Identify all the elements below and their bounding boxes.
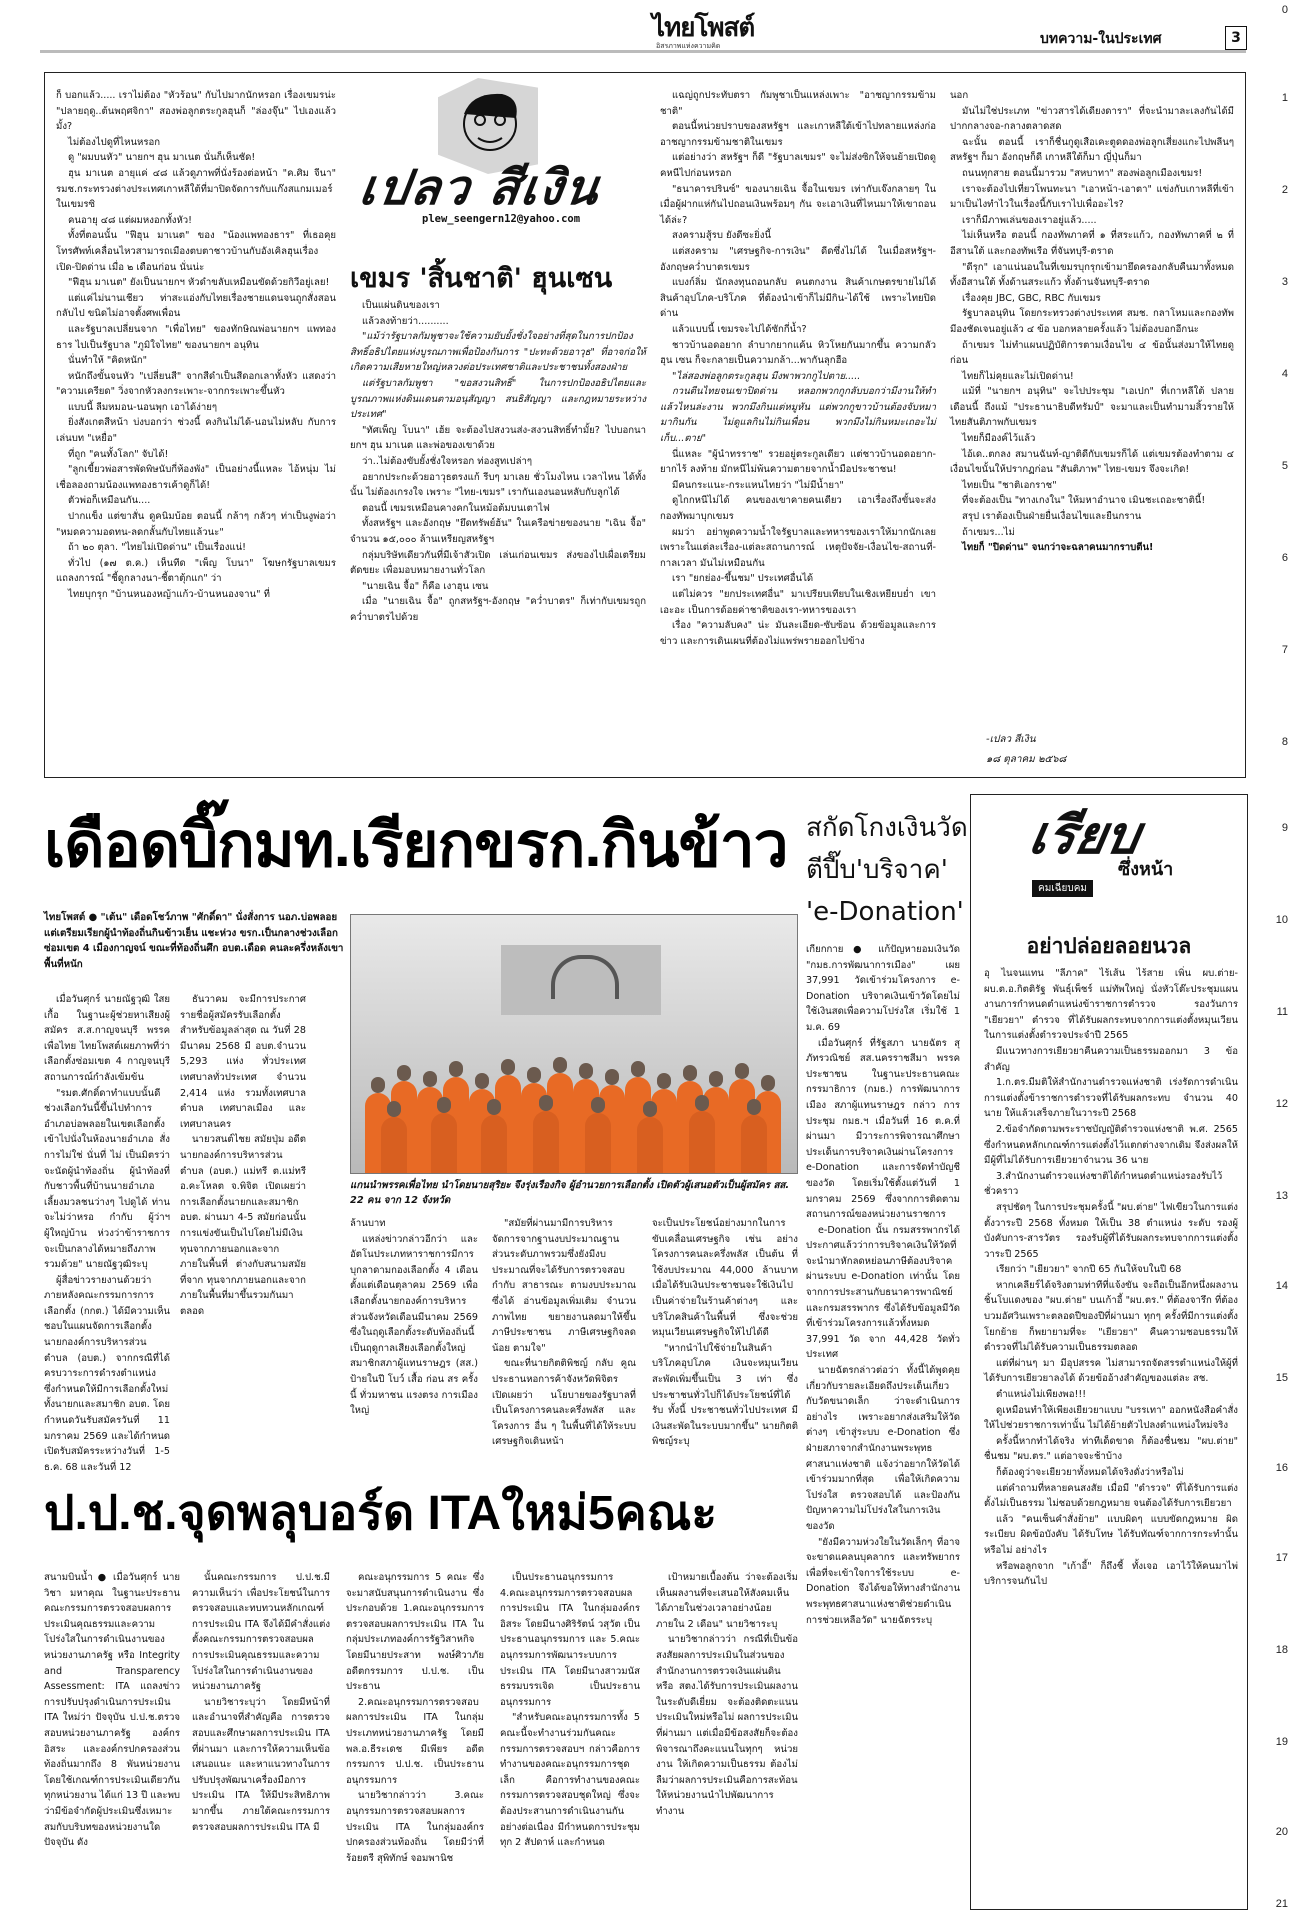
- story1-photo-caption: แกนนำพรรคเพื่อไทย นำโดยนายสุริยะ จึงรุ่งเรืองกิจ ผู้อำนวยการเลือกตั้ง เปิดตัวผู้เสนอตัวเป็นผู้สมัคร สส. 22 คน จาก 12 จังหวัด: [350, 1180, 790, 1206]
- column-para: ถนนทุกสาย ตอนนี้มารวม "สหบาทา" สองพ่อลูกเมืองเขมร!: [962, 167, 1203, 179]
- masthead: [40, 14, 1250, 54]
- story1-para: ขณะที่นายกิตติพิชญ์ กลับ คูณ ประธานหอการค้าจังหวัดพิจิตร เปิดเผยว่า นโยบายของรัฐบาลที่เป็นโครงการคนละครึ่งพลัส และโครงการ อื่น ๆ ในพื้นที่ได้ให้ระบบเศรษฐกิจเดินหน้า: [492, 1358, 636, 1448]
- story1-headline: เดือดบิ๊กมท.เรียกขรก.กินข้าว: [44, 811, 788, 880]
- story3-para: นายวิชากล่าวว่า 3.คณะอนุกรรมการตรวจสอบผลการประเมิน ITA ในกลุ่มองค์กรปกครองส่วนท้องถิ่น โดยมีว่าที่ร้อยตรี สุพิทักษ์ จอมพานิช: [346, 1790, 484, 1864]
- ruler-mark: 16: [1275, 1462, 1288, 1474]
- column-para: แต่สงคราม "เศรษฐกิจ-การเงิน" ดีดซึ่งไม่ได้ ในเมื่อสหรัฐฯ-อังกฤษคว่ำบาตรเขมร: [660, 245, 936, 273]
- column-para: ว่า..ไม่ต้องขับยั้งชั่งใจหรอก ท่องสูทเปล่าๆ: [362, 455, 532, 467]
- column-para: ปากแข็ง แต่ขาสั่น ดูคนิมบ้อย ตอนนี้ กล้าๆ กลัวๆ ท่าเป็นงูพ่อว่า "หมดความอดทน-ลดกลั้นกับไทยแล้วนะ": [56, 511, 336, 538]
- column-para-quote: "แม้ว่ารัฐบาลกัมพูชาจะใช้ความยับยั้งชั่งใจอย่างที่สุดในการปกป้องสิทธิ์อธิปไตยแห่งบูรณภาพเพื่อป้องกันการ "ปะทะด้วยอาวุธ" ที่อาจก่อให้เกิดความเสียหายใหญ่หลวงต่อประเทศชาติและประชาชนทั้งสองฝ่าย: [350, 331, 646, 374]
- column-para: "ทัศเพ็ญ โบนา" เฮ้ย จะต้องไปสงวนส่ง-สงวนสิทธิ์ทำมั้ย? ไปบอกนายกฯ ฮุน มาเนต และพ่อของเขาด้วย: [350, 424, 646, 452]
- crowd: [351, 1033, 799, 1173]
- column-para: ถ้า ๒๐ ตุลา. "ไทยไม่เปิดด่าน" เป็นเรื่องแน่!: [68, 542, 247, 554]
- section-label: บทความ-ในประเทศ: [1040, 31, 1162, 47]
- column-para: ยิ่งสังเกตสีหน้า บ่งบอกว่า ช่วงนี้ คงกินไม่ได้-นอนไม่หลับ กับการเล่นบท "เหยื่อ": [56, 417, 336, 445]
- story2-headline-1: สกัดโกงเงินวัด: [806, 813, 968, 843]
- story3-para: นายวิชาระบุว่า โดยมีหน้าที่และอำนาจที่สำคัญคือ การตรวจสอบและศึกษาผลการประเมิน ITA ที่ผ่านมา และการให้ความเห็นข้อเสนอแนะ และหาแนวทางในการปรับปรุงพัฒนาเครื่องมือการประเมิน ITA ให้มีประสิทธิภาพมากขึ้น ภายใต้คณะกรรมการตรวจสอบผลการประเมิน ITA มี: [192, 1696, 330, 1833]
- column-para: แม้ที่ "นายกฯ อนุทิน" จะไปประชุม "เอเปก" ที่เกาหลีใต้ ปลายเดือนนี้ ถึงแม้ "ประธานาธิบดีทรัมป์" จะมาและเป็นทำมามสิ้วรายให้ไทยสันติภาพกับเขมร: [950, 386, 1234, 429]
- column-para: ที่จะต้องเป็น "ทางเกงใน" ให้มหาอำนาจ เมินชะเถอะชาตินี้!: [962, 495, 1206, 507]
- ruler-mark: 17: [1275, 1552, 1288, 1564]
- column-para: แบงก์ลิ่ม นักลงทุนถอนกลับ คนตกงาน สินค้าเกษตรขายไม่ได้ สินค้าอุปโภค-บริโภค ที่ต้องนำเข้าก็ไม่มีกิน-ได้ใช้ เพราะไทยปิดด่าน: [660, 277, 936, 320]
- column-para: ไม่ต้องไปดูที่ไหนหรอก: [68, 136, 161, 148]
- ruler-mark: 14: [1275, 1280, 1288, 1292]
- ruler-mark: 6: [1281, 552, 1288, 564]
- ruler-mark: 10: [1275, 914, 1288, 926]
- sidebar-para: ดูเหมือนทำให้เพียงเยียวยาแบบ "บรรเทา" ออกหนังสือคำสั่งให้ไปช่วยราชการเท่านั้น ไม่ได้ย้ายตัวไปลงตำแหน่งใหม่จริง: [984, 1404, 1238, 1432]
- column-para: ไทยเป็น "ชาติเอกราช": [962, 479, 1057, 491]
- column-para-bold: ไทยก็ "ปิดด่าน" จนกว่าจะฉลาคนมากราบตีน!: [962, 542, 1154, 554]
- column-brand: เปลว สีเงิน: [356, 160, 604, 216]
- ruler-mark: 1: [1281, 92, 1288, 104]
- sidebar-para: 3.สำนักงานตำรวจแห่งชาติได้กำหนดตำแหน่งรองรับไว้ชั่วคราว: [984, 1170, 1223, 1198]
- ruler-mark: 0: [1281, 4, 1288, 16]
- column-signature: -เปลว สีเงิน: [986, 734, 1036, 745]
- column-col-2: [350, 298, 646, 768]
- ruler-mark: 19: [1275, 1736, 1288, 1748]
- story1-photo: [350, 914, 798, 1174]
- column-para: ทั่วไป (๑๗ ต.ค.) เห็นทีด "เพ็ญ โบนา" โฆษกรัฐบาลเขมร แถลงการณ์ "ชี้ดูกลางนา-ชี้ตาตุ้กแก" ว่า: [56, 557, 336, 585]
- sidebar-para: 2.ข้อจำกัดตามพระราชบัญญัติตำรวจแห่งชาติ พ.ศ. 2565 ซึ่งกำหนดหลักเกณฑ์การแต่งตั้งไว้แตกต่างจากเดิม จึงส่งผลให้มีผู้ที่ไม่ได้รับการเยียวยาจำนวน 36 นาย: [984, 1123, 1238, 1167]
- story3-col-5: [656, 1570, 798, 1910]
- ruler-mark: 5: [1281, 460, 1288, 472]
- column-para: แต่แค่ไม่นานเชียว ท่าสะแอ่งกับไทยเรื่องชายแดนจนถูกสั่งสอนกลับไป ขนิดไม่อาจตั้งศพเพื่อน: [56, 292, 336, 320]
- logo-text: ไทยโพสต์: [652, 13, 755, 43]
- story1-col-5: [652, 1216, 798, 1448]
- story1-para: "หากนำไปใช้จ่ายในสินค้าบริโภคอุปโภค เงินจะหมุนเวียนสะพัดเพิ่มขึ้นเป็น 3 เท่า ซึ่งประชาชนทั่วไปก็ได้ประโยชน์ที่ได้รับ ทั้งนี้ ประชาชนทั่วไปประเทศ มีเงินสะพัดในระบบมากขึ้น" นายกิตติพิชญ์ระบุ: [652, 1342, 798, 1448]
- story3-col-2: [192, 1570, 330, 1910]
- story1-para: ธันวาคม จะมีการประกาศรายชื่อผู้สมัครรับเลือกตั้ง สำหรับข้อมูลล่าสุด ณ วันที่ 28 มีนาคม 2568 มี อบต.จำนวน 5,293 แห่ง ทั่วประเทศ เทศบาลทั่วประเทศ จำนวน 2,414 แห่ง รวมทั้งเทศบาลตำบล เทศบาลเมือง และเทศบาลนคร: [180, 994, 306, 1130]
- ruler-mark: 20: [1275, 1826, 1288, 1838]
- sidebar-para: ก็ต้องดูว่าจะเยียวยาทั้งหมดได้จริงดั่งว่าหรือไม่: [996, 1467, 1184, 1478]
- column-para: เรื่องคุย JBC, GBC, RBC กับเขมร: [962, 292, 1101, 304]
- ruler-mark: 21: [1275, 1898, 1288, 1910]
- ruler-mark: 8: [1281, 736, 1288, 748]
- column-para: "นายเฉิน จื้อ" ก็คือ เงาฮุน เซน: [362, 580, 489, 592]
- story3-col-3: [346, 1570, 484, 1910]
- masthead-rule: [40, 50, 1246, 53]
- story3-col-4: [500, 1570, 640, 1910]
- column-para: เมื่อ "นายเฉิน จื้อ" ถูกสหรัฐฯ-อังกฤษ "คว่ำบาตร" ก็เท่ากับเขมรถูกคว่ำบาตรไปด้วย: [350, 596, 646, 623]
- column-para: หนักถึงขั้นจนหัว "เปลี่ยนสี" จากสีดำเป็นสีดอกเลาทั้งหัว แสดงว่า "ความเครียด" วิ่งจากหัวลงกระเพาะ-จากกระเพาะขึ้นหัว: [56, 370, 336, 398]
- ruler-mark: 4: [1281, 368, 1288, 380]
- story2-para: e-Donation นั้น กรมสรรพากรได้ประกาศแล้วว่าการบริจาคเงินให้วัดที่จะนำมาหักลดหย่อนภาษีต้องบริจาคผ่านระบบ e-Donation เท่านั้น โดยจากการประสานกับธนาคารพาณิชย์และกรมสรรพากร ซึ่งได้รับข้อมูลมีวัดที่เข้าร่วมโครงการแล้วทั้งหมด 37,991 วัด จาก 44,428 วัดทั่วประเทศ: [806, 1224, 960, 1361]
- logo-tagline: อิสรภาพแห่งความคิด: [656, 42, 721, 50]
- column-para: "ลูกเขี้ยวพ่อสารพัดพิษนับกี่ห้องพัง" เป็นอย่างนี้แหละ ไอ้หนุ่ม ไม่เชื่อลองถามน้องแพทองธารเค้าดูก็ได้!: [56, 464, 336, 491]
- column-para: รัฐบาลอนุทิน โดยกระทรวงต่างประเทศ สมช. กลาโหมและกองทัพ มีองชัดเจนอยู่แล้ว ๔ ข้อ บอกหลายครั้งแล้ว ไม่ต้องบอกอีกนะ: [950, 308, 1234, 335]
- column-header: [346, 78, 682, 228]
- column-para: ที่ถูก "คนทั้งโลก" จับได้!: [68, 448, 169, 460]
- column-para: มีคนกระแนะ-กระแหนไทยว่า "ไม่มีน้ำยา": [672, 479, 844, 491]
- column-para: แฉญ่ถูกประทับตรา กัมพูชาเป็นแหล่งเพาะ "อาชญากรรมข้ามชาติ": [660, 90, 936, 117]
- column-para: ตัวพ่อก็เหมือนกัน....: [68, 495, 151, 507]
- column-para: "ฟีฮุน มาเนต" ยังเป็นนายกฯ หัวดำขลับเหมือนขัดด้วยกิวีอยู่เลย!: [68, 277, 330, 289]
- story1-para: แหล่งข่าวกล่าวอีกว่า และอัตโนประเภทหาราชการมีการบุกลาดามกองเลือกตั้ง 4 เดือน ตั้งแต่เดือนตุลาคม 2569 เพื่อเลือกตั้งนายกองค์การบริหารส่วนจังหวัดเดือนมีนาคม 2569 ซึ่งในฤดูเลือกตั้งระดับท้องถิ่นนี้ เป็นฤดูกาลเสียงเลือกตั้งใหญ่ สมาชิกสภาผู้แทนราษฎร (สส.) ป้ายในปี โบว์ เสื้อ ก่อน สร ครั้งนี้ ทั่วมหาชน แรงตรง การเมืองใหญ่: [350, 1233, 478, 1417]
- column-para: ไม่เห็นหรือ ตอนนี้ กองทัพภาคที่ ๑ ที่สระแก้ว, กองทัพภาคที่ ๒ ที่อีสานใต้ และกองทัพเรือ ที่จันทบุรี-ตราด: [950, 230, 1234, 257]
- column-para: อยากประกะด้วยอาวุธตรงแก้ รีบๆ มาเลย ชั่วโมงไหน เวลาไหน ได้ทั้งนั้น ไม่ต้องเกรงใจ เพราะ "ไทย-เขมร" เรากันเองนอนหลับกับลูกได้: [350, 471, 646, 499]
- column-col-3: [660, 88, 936, 768]
- column-para: นั่นทำให้ "คิดหนัก": [68, 355, 148, 367]
- column-para: ทั้งสหรัฐฯ และอังกฤษ "ยึดทรัพย์ฮ้น" ในเครือข่ายของนาย "เฉิน จื้อ" จำนวน ๑๕,๐๐๐ ล้านเหรียญสหรัฐฯ: [350, 518, 646, 545]
- story2-headline-2: ตีปี๊บ'บริจาค': [806, 855, 948, 885]
- story2-para: เมื่อวันศุกร์ ที่รัฐสภา นายฉัตร สุภัทรวณิชย์ สส.นครราชสีมา พรรคประชาชน ในฐานะประธานคณะกรรมาธิการ (กมธ.) การพัฒนาการเมือง สภาผู้แทนราษฎร กล่าว การประชุม กมธ.ฯ เมื่อวันที่ 16 ต.ค.ที่ผ่านมา มีวาระการพิจารณาศึกษาประเด็นการบริจาคเงินผ่านโครงการ e-Donation และการจัดทำบัญชีของวัด โดยเริ่มใช้ตั้งแต่วันที่ 1 มกราคม 2569 ซึ่งจากการติดตามสถานการณ์ของหน่วยงานราชการ: [806, 1037, 960, 1221]
- column-para: ผมว่า อย่าพูดความน้ำใจรัฐบาลและทหารของเราให้มากนักเลย เพราะในแต่ละเรื่อง-แต่ละสถานการณ์ เหตุปัจจัย-เงื่อนไข-สถานที่-กาลเวลา มันไม่เหมือนกัน: [660, 526, 936, 569]
- column-col-4: [950, 88, 1234, 724]
- ruler-mark: 9: [1281, 822, 1288, 834]
- sidebar-para: หรือพอลูกจาก "เก้าอี้" ก็ถึงชี้ ทั้งเจอ เอาไว้ให้คนมาไพ่บริการจนกันไป: [984, 1560, 1238, 1588]
- column-para: มันไม่ใช่ประเภท "ข่าวสารได้เดียงดารา" ที่จะนำมาละเลงกันได้มีปากกลางจอ-กลางตลาดสด: [950, 105, 1234, 133]
- story3-para: "สำหรับคณะอนุกรรมการทั้ง 5 คณะนี้จะทำงานร่วมกันคณะกรรมการตรวจสอบฯ กล่าวคือการทำงานของคณะอนุกรรมการชุดเล็ก คือการทำงานของคณะกรรมการตรวจสอบชุดใหญ่ ซึ่งจะต้องประสานการดำเนินงานกันอย่างต่อเนื่อง มีกำหนดการประชุมทุก 2 สัปดาห์ และกำหนด: [500, 1712, 640, 1849]
- story3-para: สนามบินน้ำ ● เมื่อวันศุกร์ นายวิชา มหาคุณ ในฐานะประธานคณะกรรมการตรวจสอบผลการประเมินคุณธรรมและความโปร่งใสในการดำเนินงานของหน่วยงานภาครัฐ หรือ Integrity and Transparency Assessment: ITA แถลงข่าวการปรับปรุงดำเนินการประเมิน ITA ใหม่ว่า ปัจจุบัน ป.ป.ช.ตรวจสอบหน่วยงานภาครัฐ องค์กรอิสระ และองค์กรปกครองส่วนท้องถิ่นมากถึง 8 พันหน่วยงาน โดยใช้เกณฑ์การประเมินเดียวกันทุกหน่วยงาน ได้แก่ 13 ปี และพบว่ามีข้อจำกัดผู้ประเมินซึ่งเหมาะสมกับบริบทของหน่วยงานใดปัจจุบัน ดัง: [44, 1572, 180, 1849]
- story3-para: นั้นคณะกรรมการ ป.ป.ช.มีความเห็นว่า เพื่อประโยชน์ในการตรวจสอบและทบทวนหลักเกณฑ์การประเมิน ITA จึงได้มีคำสั่งแต่งตั้งคณะกรรมการตรวจสอบผลการประเมินคุณธรรมและความโปร่งใสในการดำเนินงานของหน่วยงานภาครัฐ: [192, 1572, 330, 1693]
- sidebar-para: หากเคลียร์ได้จริงตามท่าทีที่แจ้งขัน จะถือเป็นอีกหนึ่งผลงานชิ้นโบแดงของ "ผบ.ต่าย" บนเก้าอี้ "ผบ.ตร." ที่ต้องจารึก ที่ต้องบวมอัศวินเพราะตลอดปีของปีที่ผ่านมา ทุกๆ ครั้งที่มีการแต่งตั้งโยกย้าย ก็พยายามที่จะ "เยียวยา" คืนความชอบธรรมให้ตำรวจที่ไม่ได้รับความเป็นธรรมตลอด: [984, 1279, 1238, 1354]
- story1-para: เมื่อวันศุกร์ นายณัฐวุฒิ ใสยเกื้อ ในฐานะผู้ช่วยหาเสียงผู้สมัคร ส.ส.กาญจนบุรี พรรคเพื่อไทย ไทยโพสต์เผยภาพที่ว่า เลือกตั้งซ่อมเขต 4 กาญจนบุรี สถานการณ์กำลังเข้มข้น: [44, 994, 170, 1083]
- column-para: "ดีรุก" เอาแน่นอนในที่เขมรบุกรุกเข้ามายึดครองกลับคืนมาทั้งหมด ทั้งอีสานใต้ ทั้งด้านสระแก้ว ทั้งด้านจันทบุรี-ตราด: [950, 261, 1234, 289]
- sidebar-para: แต่คำถามที่หลายคนสงสัย เมื่อมี "ตำรวจ" ที่ได้รับการแต่งตั้งไม่เป็นธรรม ไม่ชอบด้วยกฎหมาย จนต้องได้รับการเยียวยา: [984, 1482, 1238, 1510]
- story2-para: "ยังมีความห่วงใยในวัดเล็กๆ ที่อาจจะขาดแคลนบุคลากร และทรัพยากร เพื่อที่จะเข้าใจการใช้ระบบ e-Donation จึงได้ขอให้ทางสำนักงานพระพุทธศาสนาแห่งชาติช่วยดำเนินการช่วยเหลือวัด" นายฉัตรระบุ: [806, 1536, 960, 1626]
- ruler-mark: 15: [1275, 1372, 1288, 1384]
- column-para-quote: "ไล่สองพ่อลูกตระกูลฮุน มีงพาพวกกูไปตาย.....: [672, 370, 861, 382]
- column-para: "ธนาคารปรินซ์" ของนายเฉิน จื้อในเขมร เท่ากับเจ๊งกลายๆ ในเมื่อผู้ฝากแห่กันไปถอนเงินพร้อมๆ กัน จะเอาเงินที่ไหนมาให้เขาถอนได้ล่ะ?: [660, 183, 936, 226]
- story2-body: [806, 942, 960, 1792]
- column-para: ถ้าเขมร ไม่ทำแผนปฏิบัติการตามเงื่อนไข ๔ ข้อนั้นส่งมาให้ไทยดูก่อน: [950, 339, 1234, 367]
- ruler-mark: 18: [1275, 1644, 1288, 1656]
- column-para: ฮุน มาเนต อายุแค่ ๔๘ แล้วดูภาพที่นั่งร้องต่อหน้า "ค.ศิม จีนา" รมช.กระทรวงต่างประเทศเกาหลีใต้ที่มาปิดจัดการกับแก๊งสแกมเมอร์ในเขมรซิ: [56, 167, 336, 211]
- story2-para: นายฉัตรกล่าวต่อว่า ทั้งนี้ได้พูดคุยเกี่ยวกับรายละเอียดถึงประเด็นเกี่ยวกับวัดขนาดเล็ก ว่าจะดำเนินการอย่างไร เพราะอยากส่งเสริมให้วัดต่างๆ เข้าสู่ระบบ e-Donation ซึ่งฝ่ายสภาจากสำนักงานพระพุทธศาสนาแห่งชาติ แจ้งว่าอยากให้วัดได้เข้าร่วมมากที่สุด เพื่อให้เกิดความโปร่งใส ตรวจสอบได้ และป้องกันปัญหาความไม่โปร่งใสในการเงินของวัด: [806, 1365, 960, 1532]
- story2-para: เกียกกาย ● แก้ปัญหายอมเงินวัด "กมธ.การพัฒนาการเมือง" เผย 37,991 วัดเข้าร่วมโครงการ e-Donation บริจาคเงินเข้าวัดโดยไม่ใช้เงินสดเพื่อความโปร่งใส เริ่มใช้ 1 ม.ค. 69: [806, 944, 960, 1033]
- column-para: และรัฐบาลเปลี่ยนจาก "เพื่อไทย" ของทักษิณพ่อนายกฯ แพทองธาร ไปเป็นรัฐบาล "ภูมิใจไทย" ของนายกฯ อนุทิน: [56, 323, 336, 351]
- column-para: เรา "ยกย่อง-ขึ้นชม" ประเทศอื่นได้: [672, 573, 814, 585]
- columnist-email: plew_seengern12@yahoo.com: [422, 213, 581, 225]
- column-para: ก็ บอกแล้ว..... เราไม่ต้อง "หัวร้อน" กับไปมากนักหรอก เรื่องเขมรน่ะ "ปลายฤดู..ต้นพฤศจิกา" สองพ่อลูกตระกูลฮุนก็ "ล่องจุ๊น" ไปเองแล้วมั้ง?: [56, 90, 336, 133]
- sidebar-body: [984, 966, 1238, 1906]
- column-para: คนอายุ ๔๘ แต่ผมหงอกทั้งหัว!: [68, 214, 193, 226]
- story3-para: นายวิชากล่าวว่า กรณีที่เป็นข้อสงสัยผลการประเมินในส่วนของสำนักงานการตรวจเงินแผ่นดิน หรือ สตง.ได้รับการประเมินผลงานในระดับดีเยี่ยม จะต้องติดตะแนนประเมินใหม่หรือไม่ ผลการประเมินที่ผ่านมา แต่เมื่อมีข้อสงสัยก็จะต้องพิจารณาถึงคะแนนในทุกๆ หน่วยงาน ให้เกิดความเป็นธรรม ต้องไม่ลืมว่าผลการประเมินคือการสะท้อนให้หน่วยงานนำไปพัฒนาการทำงาน: [656, 1634, 798, 1817]
- column-para-quote: แต่รัฐบาลกัมพูชา "ขอสงวนสิทธิ์" ในการปกป้องอธิปไตยและบูรณภาพแห่งดินแดนตามอนุสัญญา สนธิสัญญา และกฎหมายระหว่างประเทศ": [350, 377, 646, 421]
- sidebar-logo-tag: คมเฉียบคม: [1032, 880, 1093, 897]
- sidebar-para: สรุปชัดๆ ในการประชุมครั้งนี้ "ผบ.ต่าย" ไฟเขียวในการแต่งตั้งวาระปี 2568 ทั้งหมด ให้เป็น 38 ตำแหน่ง ระดับ รองผู้บังคับการ-สารวัตร รองรับผู้ที่ได้รับผลกระทบจากการแต่งตั้งวาระปี 2565: [984, 1201, 1238, 1260]
- column-para: ดูไกกหนีไม่ได้ คนของเขาคายคนเดียว เอาเรื่องถึงขั้นจะส่งกองทัพมาบุกเขมร: [660, 495, 936, 523]
- column-para: ทั้งที่ตอนนั้น "ฟีฮุน มาเนต" ของ "น้องแพทองธาร" ที่เธอคุยโทรศัพท์เคลื่อนไหวสามารถเมืองตบตาชาวบ้านกับอังเคิลฮุนเรื่องเปิด-ปิดด่าน เมื่อ ๒ เดือนก่อน นั่นน่ะ: [56, 230, 336, 273]
- column-para: ดู "ผมบนหัว" นายกฯ ฮุน มาเนต นั่นก็เห็นชัด!: [68, 152, 256, 164]
- column-para: ไอ้เด..ตกลง สมานฉันท์-ญาติดีกับเขมรก็ได้ แต่เขมรต้องทำตาม ๔ เงื่อนไขนั้นให้ปรากฏก่อน "สันติภาพ" ไทย-เขมร จึงจะเกิด!: [950, 448, 1234, 476]
- column-para: ฉะนั้น ตอนนี้ เราก็ชื่นกูดูเสือเคะตูดดองพ่อลูกเสี่ยงแกะไปพลีนๆ สหรัฐฯ ก็มา อังกฤษก็ดี เกาหลีใต้ก็มา ญี่ปุ่นก็มา: [950, 136, 1234, 164]
- story3-para: เป้าหมายเบื้องต้น ว่าจะต้องเริ่มเห็นผลงานที่จะเสนอให้สังคมเห็นได้ภายในช่วงเวลาอย่างน้อยภายใน 2 เดือน" นายวิชาระบุ: [656, 1572, 798, 1630]
- story1-para: นายวสนต์ไชย สมัยปุ่ม อดีตนายกองค์การบริหารส่วนตำบล (อบต.) แม่ทรี ต.แม่ทรี อ.คะโหลต จ.พิจิต เปิดเผยว่า การเลือกตั้งนายกและสมาชิก อบต. ผ่านมา 4-5 สมัยก่อนนั้น การแข่งขันเป็นไปโดยไม่มีเงินทุนจากภายนอกและจากภายในพื้นที่ ต่างกับสนามสมัยที่จาก ทุนจากภายนอกและจากภายในพื้นที่มาขึ้นรวมกันมาตลอด: [180, 1134, 306, 1317]
- column-date: ๑๘ ตุลาคม ๒๕๖๘: [986, 754, 1067, 765]
- column-para: แต่อย่างว่า สหรัฐฯ ก็ดี "รัฐบาลเขมร" จะไม่ส่งซิกให้จนย้ายเปิดดูคหนีไปก่อนหรอก: [660, 152, 936, 179]
- columnist-face-sketch: [442, 84, 538, 172]
- story3-para: เป็นประธานอนุกรรมการ 4.คณะอนุกรรมการตรวจสอบผลการประเมิน ITA ในกลุ่มองค์กรอิสระ โดยมีนางศิริรัตน์ วสุวัต เป็นประธานอนุกรรมการ และ 5.คณะอนุกรรมการพัฒนาระบบการประเมิน ITA โดยมีนางสาวมนัส ธรรมบรรเจิด เป็นประธานอนุกรรมการ: [500, 1572, 640, 1708]
- sidebar-logo-main: เรียบ: [1024, 805, 1145, 866]
- sidebar-para: มีแนวทางการเยียวยาคืนความเป็นธรรมออกมา 3 ข้อสำคัญ: [984, 1045, 1238, 1073]
- story1-col-1: [44, 992, 170, 1473]
- sidebar-para: ตำแหน่งไม่เพียงพอ!!!: [996, 1389, 1087, 1401]
- column-para: ไทยบุกรุก "บ้านหนองหญ้าแก้ว-บ้านหนองจาน" ที่: [68, 589, 270, 600]
- sidebar-para: เรียกว่า "เยียวยา" จากปี 65 กันให้จบในปี 68: [996, 1264, 1182, 1276]
- ruler-mark: 3: [1281, 276, 1288, 288]
- ruler-mark: 13: [1275, 1190, 1288, 1202]
- column-para: นี่แหละ "ผู้นำทรราช" รวยอยู่ตระกูลเดียว แต่ชาวบ้านอดอยาก-ยากไร้ ลงท้าย มักหนีไม่พ้นความตายจากน้ำมือประชาชน!: [660, 448, 936, 476]
- column-para: ไทยก็ไม่คุยและไม่เปิดด่าน!: [962, 370, 1074, 382]
- page-number-box: [1225, 26, 1247, 50]
- story1-lead: ไทยโพสต์ ● "เต้น" เดือดโชว์ภาพ "ศักดิ์ดา" นั่งสั่งการ นอภ.บ่อพลอยแต่เตรียมเรียกผู้นำท้องถิ่นกินข้าวเย็น แชะห่วง ขรก.เป็นกลางช่วงเลือกซ่อมเขต 4 เมืองกาญจน์ ขณะที่ท้องถิ่นศึก อบต.เดือด คนละครึ่งหลังเขาพื้นที่หนัก: [44, 912, 344, 970]
- ruler-mark: 11: [1276, 1006, 1288, 1018]
- column-para: เป็นแผ่นดินของเรา: [362, 300, 440, 311]
- column-para: แล้วแบบนี้ เขมรจะไปได้ซักกี่น้ำ?: [672, 323, 807, 335]
- story1-para: จะเป็นประโยชน์อย่างมากในการขับเคลื่อนเศรษฐกิจ เช่น อย่างโครงการคนละครึ่งพลัส เป็นต้น ที่ใช้งบประมาณ 44,000 ล้านบาท เมื่อได้รับเงินประชาชนจะใช้เงินไปเป็นค่าจ่ายในร้านค้าต่างๆ และบริโภคสินค้าในพื้นที่ ซึ่งจะช่วยหมุนเวียนเศรษฐกิจให้ไปได้ดี: [652, 1218, 798, 1339]
- column-para: ชาวบ้านอดอยาก ลำบากยากแค้น หิวโหยกันมากขึ้น ความกลัวฮุน เซน ก็จะกลายเป็นความกล้า...พากันลุกฮือ: [660, 339, 936, 367]
- column-para: เราก็มีภาพเล่นของเราอยู่แล้ว.....: [962, 214, 1097, 226]
- sidebar-para: ครั้งนี้หากทำได้จริง ท่าทีเด็ดขาด ก็ต้องชื่นชม "ผบ.ต่าย" ชื่นชม "ผบ.ตร." แต่อาจจะช้าบ้าง: [984, 1435, 1238, 1463]
- column-para: ตอนนี้ เขมรเหมือนคางคกในหม้อต้มบนเตาไฟ: [362, 502, 550, 514]
- sidebar-para: แต่ที่ผ่านๆ มา มีอุปสรรค ไม่สามารถจัดสรรตำแหน่งให้ผู้ที่ได้รับการเยียวยาลงได้ ด้วยข้ออ้างสำคัญของแต่ละ สช.: [984, 1357, 1238, 1385]
- masthead-logo: [652, 14, 852, 54]
- story1-col-4: [492, 1216, 636, 1448]
- sidebar-para: แล้ว "คนเซ็นคำสั่งย้าย" แบบผิดๆ แบบขัดกฎหมาย ผิดระเบียบ ผิดข้อบังคับ ได้รับโทษ ได้รับทัณฑ์จากการกระทำนั้นหรือไม่ อย่างไร: [984, 1513, 1238, 1556]
- column-para: เราจะต้องไปเที่ยวโพนทะนา "เอาหน้า-เอาตา" แข่งกับเกาหลีที่เข้ามาเป็นไงทำไวในเรื่องนี้กับเราไปเพื่ออะไร?: [950, 183, 1234, 211]
- story1-para: "รมต.ศักดิ์ดาทำแบบนั้นดี ช่วงเลือกวันนี้ขึ้นไปทำการอำเภอบ่อพลอยในเขตเลือกตั้งเข้าไปนั่งในห้องนายอำเภอ สั่งการไม่ใช่ นั่นที่ ไม่ เป็นมิตรว่าจะนัดผู้นำท้องถิ่น ผู้นำท้องที่ กับชาวพื้นที่บ้านนายอำเภอ เลี้ยงมวลชนว่างๆ ไปดูได้ ท่านจะไม่ว่าหรอ กำกับ ผู้ว่าฯ ผู้ใหญ่บ้าน ห่วงว่าข้าราชการจะเป็นกลางได้หมายถึงภาพรวมด้วย" นายณัฐวุฒิระบุ: [44, 1087, 170, 1271]
- column-para: แล้วลงท้ายว่า..........: [362, 315, 449, 327]
- story1-col-3: [350, 1216, 478, 1442]
- column-para: สงครามสู้รบ ยังดีซะยิ่งนี้: [672, 230, 772, 242]
- story1-col-2: [180, 992, 306, 1442]
- story3-headline: ป.ป.ช.จุดพลุบอร์ด ITAใหม่5คณะ: [44, 1487, 718, 1540]
- column-para-quote: กวนตีนไทยจนเขาปิดด่าน หลอกพวกกูกลับบอกว่ามีงานให้ทำ แล้วไหนล่ะงาน พวกมึงกินแต่หมูหัน แต่พวกกูขาวบ้านต้องจับหมามากินกัน ไม่ดูแลกินไม่กินเพื่อน พวกมึงไม่กินหมะเถอะไม่เก็บ...ตาย": [660, 386, 936, 445]
- story1-para: "สมัยที่ผ่านมามีการบริหารจัดการจากฐานงบประมาณฐานส่วนระดับภาพรวมซึ่งยังมีงบประมาณที่จะได้รับการตรวจสอบ กำกับ สาธารณะ ตามงบประมาณ ซึ่งได้ อ่านข้อมูลเพิ่มเติม จำนวนภาพไทย ขยายงานลดมาให้ขึ้น ภาษีประชาชน ภาษีเศรษฐกิจลดน้อย ตามใจ": [492, 1218, 636, 1354]
- sidebar-para: อุ ไนจนแทน "ลีภาค" ไร้เส้น ไร้สาย เพิ่น ผบ.ต่าย-ผบ.ต.อ.กิตติรัฐ พันธุ์เพ็ชร์ แม่ทัพใหญ่ นั่งหัวโต๊ะประชุมแผนงานการกำหนดตำแหน่งข้าราชการตำรวจ รองวันการ "เยียวยา" ตำรวจ ที่ได้รับผลกระทบจากการแต่งตั้งหมุนเวียน ในการแต่งตั้งตำรวจประจำปี 2565: [984, 968, 1238, 1042]
- story3-col-1: [44, 1570, 180, 1910]
- ruler-mark: 2: [1281, 184, 1288, 196]
- ruler-mark: 12: [1275, 1098, 1288, 1110]
- column-para: สรุป เราต้องเป็นฝ่ายยื่นเงื่อนไขและยืนกราน: [962, 511, 1142, 523]
- column-para: ไทยก็มีองค์ไว้แล้ว: [962, 433, 1036, 445]
- column-para: แต่ไม่ควร "ยกประเทศอื่น" มาเปรียบเทียบในเชิงเหยียบย่ำ เขาเอะอะ เป็นการด้อยค่าชาติของเรา-ทหารของเรา: [660, 589, 936, 616]
- column-para: กลุ่มบริษัทเดียวกันที่มีเจ้าสัวเปิด เล่นเก่อนเขมร ส่งของไปเผื่อเตรียมตัดขยะ เพื่อมอบหมายงานทั่วโลก: [350, 549, 646, 577]
- column-para: ตอนนี้หน่วยปราบของสหรัฐฯ และเกาหลีใต้เข้าไปทลายแหล่งก่ออาชญากรรมข้ามชาติในเขมร: [660, 121, 936, 148]
- page-ruler: [1266, 0, 1288, 1920]
- column-headline: เขมร 'สิ้นชาติ' ฮุนเซน: [350, 263, 613, 294]
- sidebar-headline: อย่าปล่อยลอยนวล: [1026, 934, 1192, 958]
- sidebar-logo: [1020, 806, 1200, 902]
- story3-para: 2.คณะอนุกรรมการตรวจสอบผลการประเมิน ITA ในกลุ่มประเภทหน่วยงานภาครัฐ โดยมี พล.อ.ธีระเดช มีเพียร อดีตกรรมการ ป.ป.ช. เป็นประธานอนุกรรมการ: [346, 1696, 484, 1786]
- column-para: นอก: [950, 90, 969, 101]
- sidebar-logo-sub: ซึ่งหน้า: [1118, 859, 1174, 880]
- column-para: เรื่อง "ความลับคง" น่ะ มันละเอียด-ซับซ้อน ด้วยข้อมูลและการข่าว และการเดินเผนที่ต้องไม่แพร่พรายออกไปข้าง: [660, 620, 936, 647]
- page-number: 3: [1231, 30, 1241, 46]
- story2-headline-3: 'e-Donation': [806, 897, 964, 927]
- column-para: ถ้าเขมร...ไม่: [962, 526, 1015, 538]
- story1-para: ล้านบาท: [350, 1218, 386, 1229]
- party-logo-letters: [551, 955, 619, 999]
- sidebar-para: 1.ก.ตร.มีมติให้สำนักงานตำรวจแห่งชาติ เร่งรัดการดำเนินการแต่งตั้งข้าราชการตำรวจที่ได้รับผลกระทบ จำนวน 40 นาย ให้แล้วเสร็จภายในวาระปี 2568: [984, 1077, 1238, 1120]
- column-col-1: [56, 88, 336, 768]
- story3-para: คณะอนุกรรมการ 5 คณะ ซึ่งจะมาสนับสนุนการดำเนินงาน ซึ่งประกอบด้วย 1.คณะอนุกรรมการตรวจสอบผลการประเมิน ITA ในกลุ่มประเภทองค์การรัฐวิสาหกิจ โดยมีนายประสาท พงษ์ศิวาภัย อดีตกรรมการ ป.ป.ช. เป็นประธาน: [346, 1572, 484, 1693]
- story1-para: ผู้สื่อข่าวรายงานด้วยว่า ภายหลังคณะกรรมการการเลือกตั้ง (กกต.) ได้มีความเห็นชอบในแผนจัดการเลือกตั้งนายกองค์การบริหารส่วนตำบล (อบต.) จากกรณีที่ได้ครบวาระการดำรงตำแหน่ง ซึ่งกำหนดให้มีการเลือกตั้งใหม่ทั้งนายกและสมาชิก อบต. โดยกำหนดวันรับสมัครวันที่ 11 มกราคม 2569 และได้กำหนดเปิดรับสมัครระหว่างวันที่ 1-5 ธ.ค. 68 และวันที่ 12: [44, 1274, 170, 1473]
- ruler-mark: 7: [1281, 644, 1288, 656]
- column-para: แบบนี้ ลีมหมอน-นอนพุก เอาได้ง่ายๆ: [68, 401, 217, 413]
